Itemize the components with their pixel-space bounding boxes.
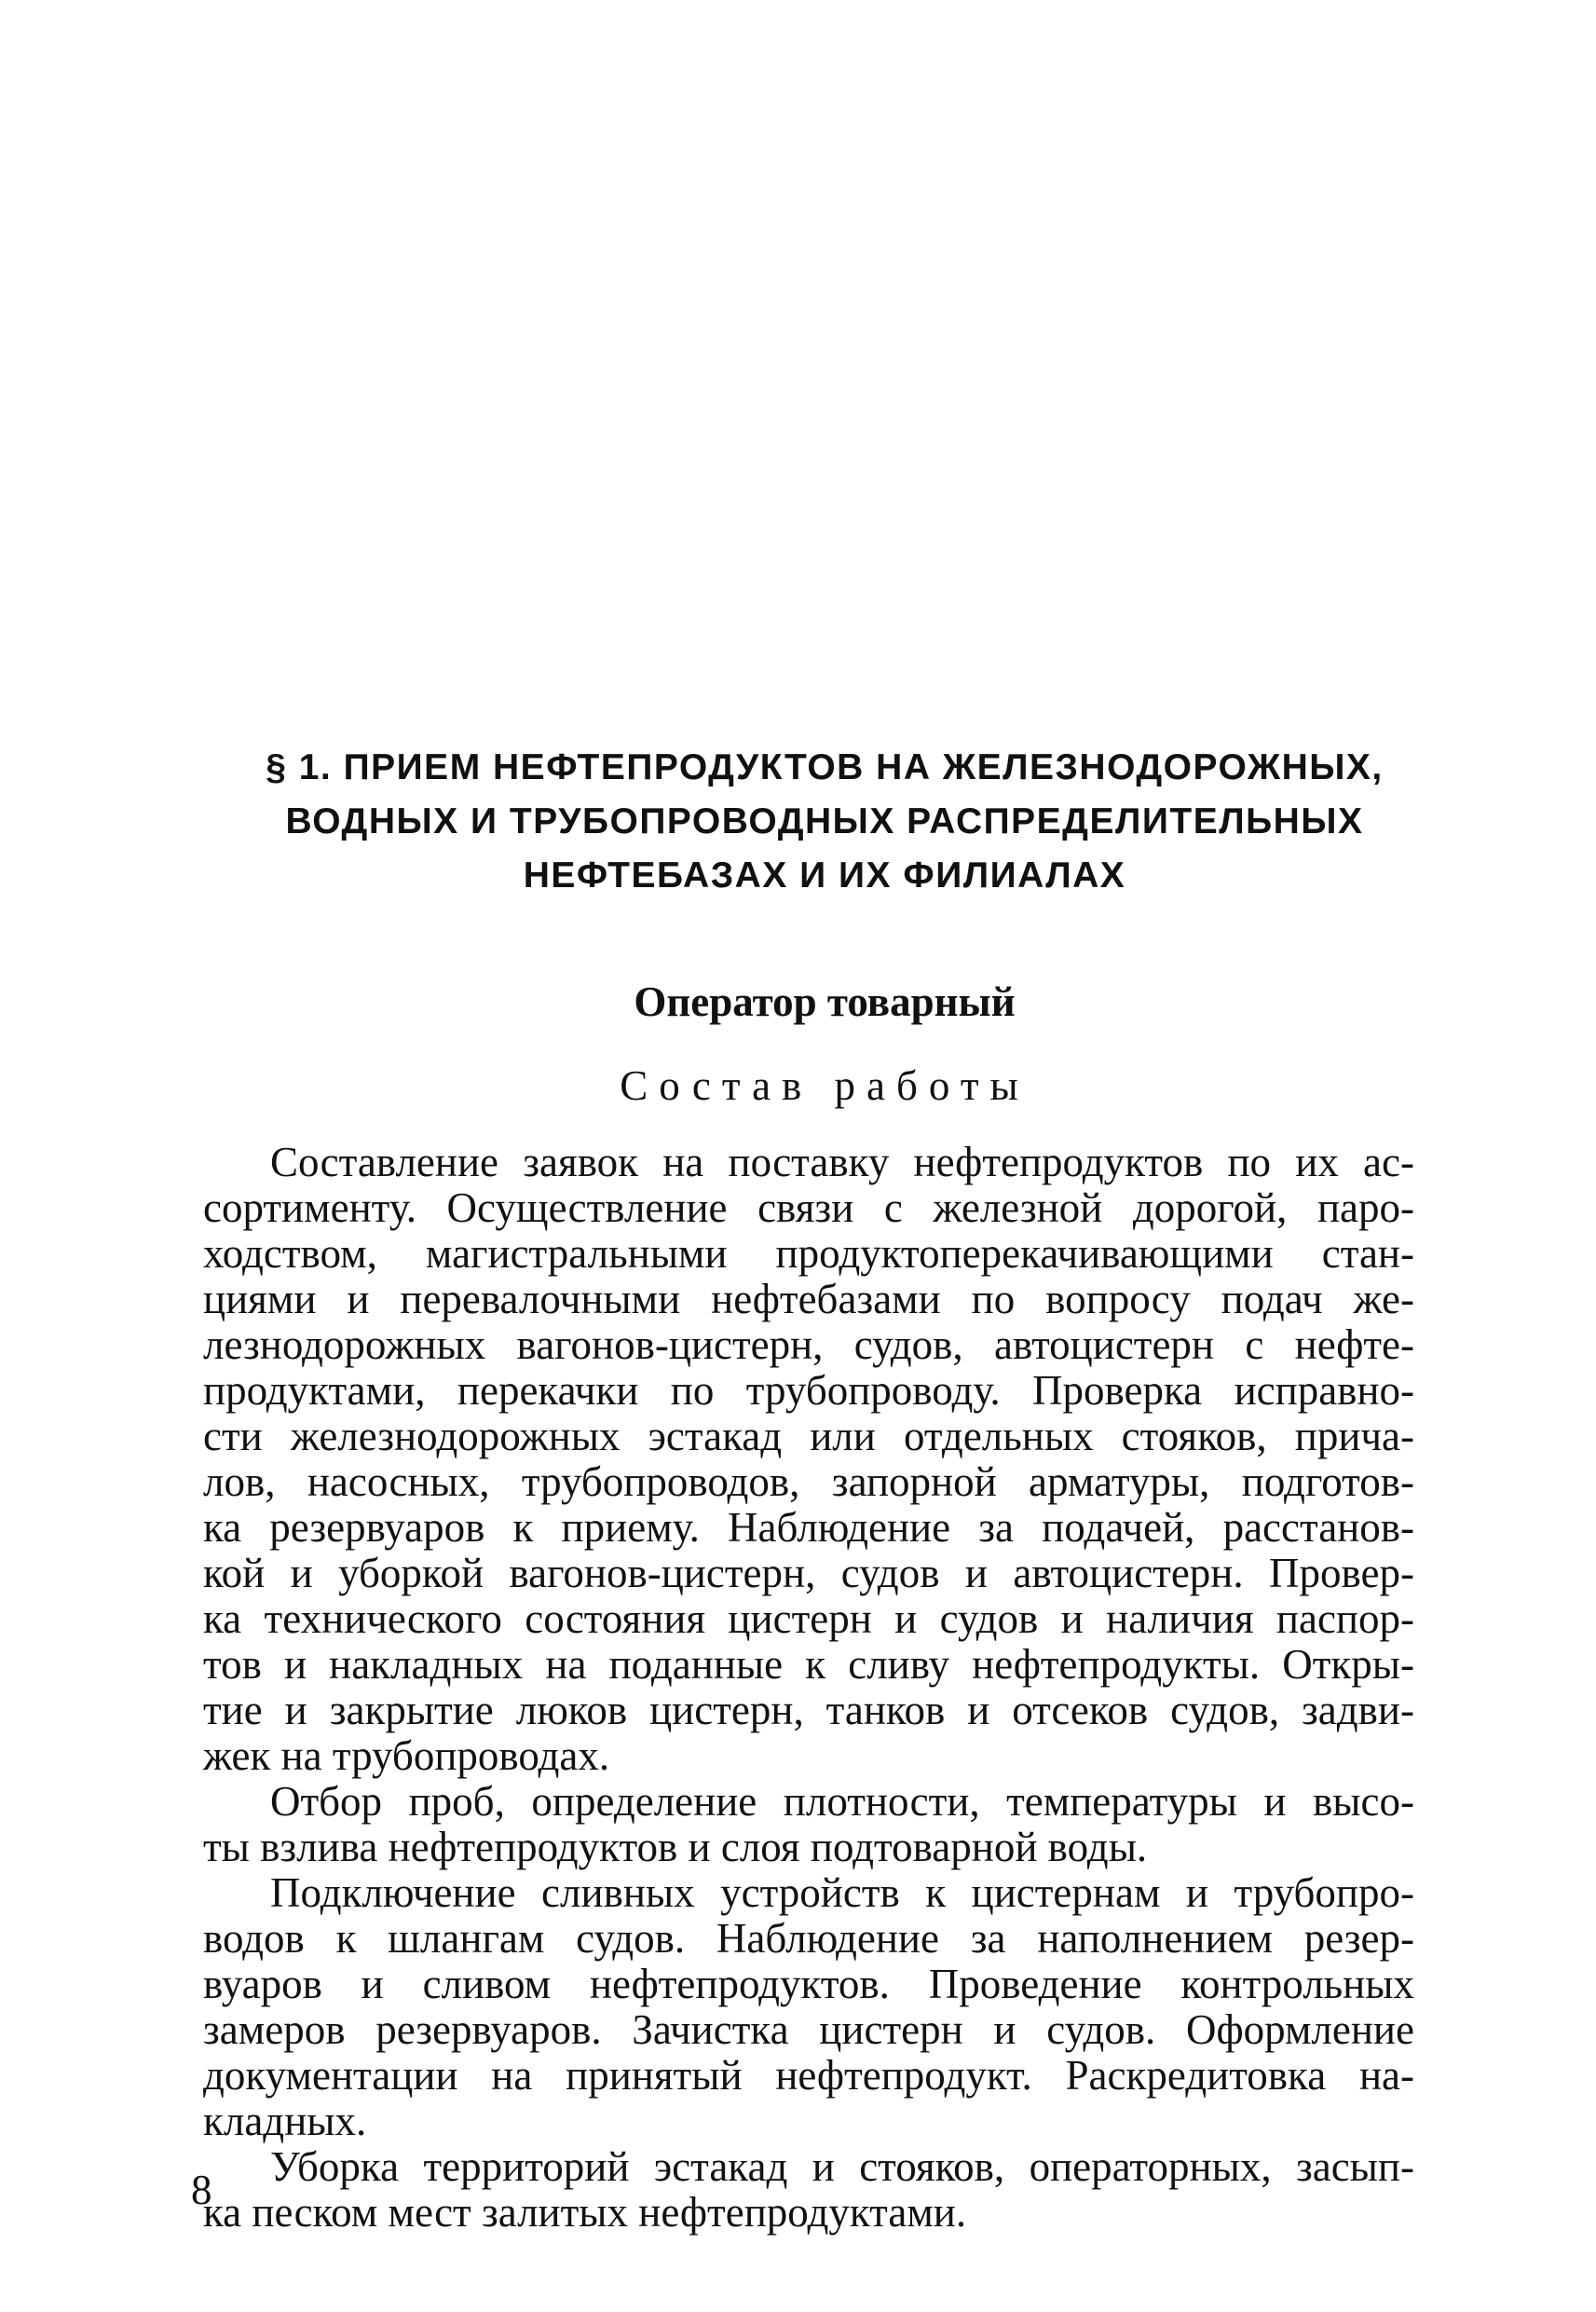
text-line: ка песком мест залитых нефтепродуктами. [203,2189,967,2236]
work-composition-heading: Состав работы [620,1062,1030,1109]
text-line: сортименту. Осуществление связи с железной дорогой, паро- [203,1184,1414,1231]
section-heading-line: § 1. ПРИЕМ НЕФТЕПРОДУКТОВ НА ЖЕЛЕЗНОДОРОЖНЫХ, [266,747,1384,787]
text-line: циями и перевалочными нефтебазами по вопросу подач же- [203,1276,1414,1322]
text-line: вуаров и сливом нефтепродуктов. Проведение контрольных [203,1961,1414,2007]
text-line: документации на принятый нефтепродукт. Раскредитовка на- [203,2052,1414,2099]
profession-title: Оператор товарный [634,978,1016,1025]
text-line: замеров резервуаров. Зачистка цистерн и судов. Оформление [203,2006,1414,2053]
text-line: жек на трубопроводах. [203,1732,610,1779]
body-text [203,1140,1414,2236]
text-line: ты взлива нефтепродуктов и слоя подтоварной воды. [203,1824,1148,1870]
section-heading-line: ВОДНЫХ И ТРУБОПРОВОДНЫХ РАСПРЕДЕЛИТЕЛЬНЫХ [285,801,1364,841]
text-line: кладных. [203,2098,367,2144]
text-line: кой и уборкой вагонов-цистерн, судов и автоцистерн. Провер- [203,1550,1414,1596]
text-line: ка технического состояния цистерн и судов и наличия паспор- [203,1595,1414,1642]
text-line: ка резервуаров к приему. Наблюдение за подачей, расстанов- [203,1504,1414,1551]
text-line: тие и закрытие люков цистерн, танков и отсеков судов, задви- [203,1687,1414,1733]
page-number: 8 [191,2167,212,2213]
text-line: лов, насосных, трубопроводов, запорной арматуры, подготов- [203,1458,1414,1505]
text-line: продуктами, перекачки по трубопроводу. Проверка исправно- [203,1367,1414,1414]
text-line: лезнодорожных вагонов-цистерн, судов, автоцистерн с нефте- [203,1321,1414,1368]
text-line: Составление заявок на поставку нефтепродуктов по их ас- [270,1139,1414,1185]
text-line: тов и накладных на поданные к сливу нефтепродукты. Откры- [203,1641,1414,1688]
text-line: Уборка территорий эстакад и стояков, операторных, засып- [270,2143,1414,2190]
text-line: ходством, магистральными продуктоперекачивающими стан- [203,1230,1414,1277]
section-heading-line: НЕФТЕБАЗАХ И ИХ ФИЛИАЛАХ [523,855,1126,896]
text-line: сти железнодорожных эстакад или отдельных стояков, прича- [203,1413,1414,1459]
text-line: Отбор проб, определение плотности, температуры и высо- [270,1778,1414,1825]
text-line: водов к шлангам судов. Наблюдение за наполнением резер- [203,1915,1414,1962]
text-line: Подключение сливных устройств к цистернам и трубопро- [270,1869,1414,1916]
section-heading [252,741,1398,903]
